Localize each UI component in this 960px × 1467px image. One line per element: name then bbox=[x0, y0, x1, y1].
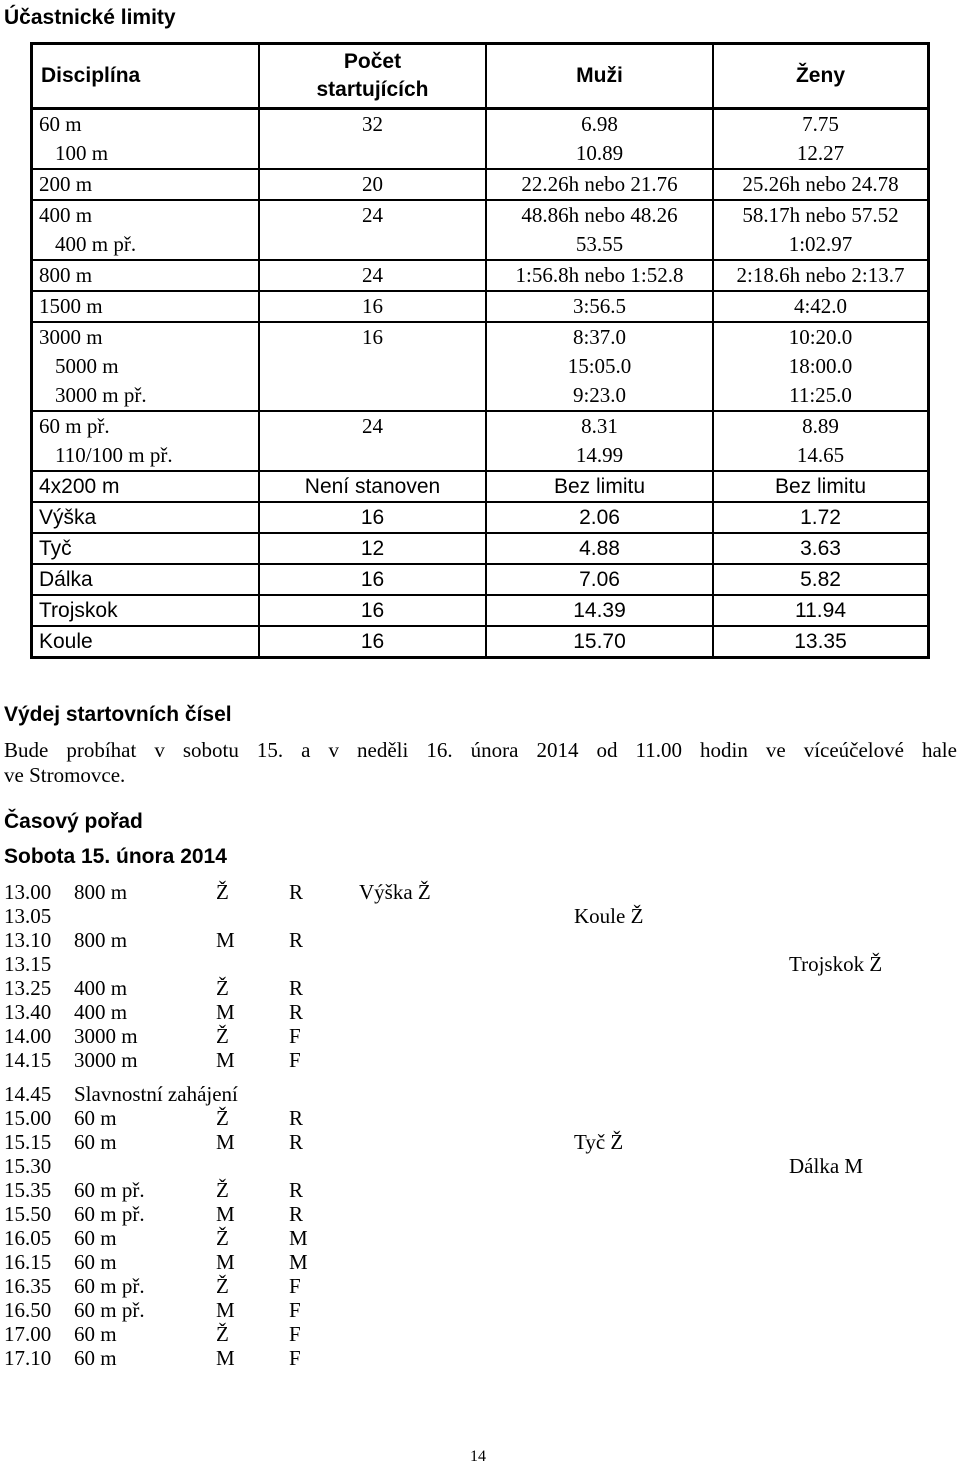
cell-count bbox=[259, 411, 486, 471]
limits-table bbox=[30, 42, 930, 659]
schedule-event: 60 m př. bbox=[74, 1274, 145, 1298]
word: 11.00 bbox=[635, 738, 682, 762]
cell-text: 1:02.97 bbox=[788, 232, 853, 256]
schedule-sex: Ž bbox=[216, 1024, 229, 1048]
cell-text: 5.82 bbox=[800, 568, 841, 591]
word: od bbox=[596, 738, 618, 762]
cell-women bbox=[713, 564, 929, 595]
schedule-sex: M bbox=[216, 1202, 235, 1226]
cell-text: 22.26h nebo 21.76 bbox=[521, 172, 678, 196]
header-text: Disciplína bbox=[41, 64, 141, 87]
schedule-sex: Ž bbox=[216, 1178, 229, 1202]
schedule-event: 400 m bbox=[74, 976, 128, 1000]
cell-men bbox=[486, 502, 713, 533]
schedule-event: 60 m bbox=[74, 1322, 117, 1346]
cell-text: 12.27 bbox=[796, 141, 845, 165]
schedule-f2: Koule Ž bbox=[574, 904, 644, 928]
schedule-time: 16.50 bbox=[4, 1298, 52, 1322]
cell-text: 10.89 bbox=[575, 141, 624, 165]
cell-text: 32 bbox=[362, 112, 383, 136]
bib-line-2: ve Stromovce. bbox=[4, 763, 126, 787]
cell-text: 400 m bbox=[39, 203, 93, 227]
cell-text: 15.70 bbox=[573, 630, 626, 653]
schedule-time: 13.15 bbox=[4, 952, 52, 976]
schedule-f3: Dálka M bbox=[789, 1154, 864, 1178]
cell-text: 11.94 bbox=[795, 599, 846, 622]
word: víceúčelové bbox=[803, 738, 904, 762]
cell-women bbox=[713, 502, 929, 533]
schedule-time: 14.15 bbox=[4, 1048, 52, 1072]
schedule-event: 800 m bbox=[74, 880, 128, 904]
header-text: Ženy bbox=[795, 64, 845, 87]
column-header bbox=[713, 44, 929, 109]
cell-men bbox=[486, 260, 713, 291]
table-row bbox=[32, 411, 929, 471]
word: probíhat bbox=[66, 738, 137, 762]
schedule-time: 17.10 bbox=[4, 1346, 52, 1370]
cell-text: 400 m př. bbox=[55, 232, 137, 256]
schedule-sex: M bbox=[216, 1000, 235, 1024]
schedule-row bbox=[4, 952, 960, 976]
cell-text: Dálka bbox=[39, 568, 93, 591]
schedule-f1: Výška Ž bbox=[359, 880, 431, 904]
schedule-round: R bbox=[289, 976, 304, 1000]
cell-text: 4:42.0 bbox=[793, 294, 848, 318]
cell-men bbox=[486, 564, 713, 595]
word: 2014 bbox=[536, 738, 579, 762]
schedule-time: 13.00 bbox=[4, 880, 52, 904]
word: hale bbox=[921, 738, 957, 762]
schedule-row bbox=[4, 880, 960, 904]
word: Bude bbox=[4, 738, 49, 762]
schedule-round: R bbox=[289, 1178, 304, 1202]
schedule-event: 60 m př. bbox=[74, 1202, 145, 1226]
schedule-row bbox=[4, 1298, 960, 1322]
cell-men bbox=[486, 626, 713, 658]
cell-men bbox=[486, 291, 713, 322]
header-text: Počet bbox=[343, 50, 402, 73]
cell-discipline bbox=[32, 533, 260, 564]
cell-text: 1.72 bbox=[800, 506, 841, 529]
word: sobotu bbox=[182, 738, 239, 762]
cell-discipline bbox=[32, 260, 260, 291]
cell-discipline bbox=[32, 169, 260, 200]
cell-text: 110/100 m př. bbox=[55, 443, 173, 467]
schedule-row bbox=[4, 904, 960, 928]
schedule-round: F bbox=[289, 1048, 301, 1072]
schedule-round: F bbox=[289, 1346, 301, 1370]
cell-count bbox=[259, 169, 486, 200]
schedule-row bbox=[4, 1000, 960, 1024]
schedule-time: 15.00 bbox=[4, 1106, 52, 1130]
schedule-time: 13.25 bbox=[4, 976, 52, 1000]
cell-count bbox=[259, 471, 486, 502]
schedule-row bbox=[4, 1202, 960, 1226]
schedule-round: R bbox=[289, 1000, 304, 1024]
cell-women bbox=[713, 533, 929, 564]
schedule-time: 16.05 bbox=[4, 1226, 52, 1250]
word: neděli bbox=[357, 738, 409, 762]
cell-text: 3:56.5 bbox=[572, 294, 627, 318]
schedule-sex: M bbox=[216, 1298, 235, 1322]
schedule-row bbox=[4, 1082, 960, 1106]
cell-discipline bbox=[32, 322, 260, 411]
schedule-round: F bbox=[289, 1024, 301, 1048]
cell-text: 20 bbox=[362, 172, 383, 196]
cell-men bbox=[486, 411, 713, 471]
table-row bbox=[32, 595, 929, 626]
cell-discipline bbox=[32, 109, 260, 170]
schedule-row bbox=[4, 928, 960, 952]
schedule-row bbox=[4, 1346, 960, 1370]
cell-text: 8.31 bbox=[581, 414, 618, 438]
cell-text: 200 m bbox=[39, 172, 93, 196]
schedule-sex: M bbox=[216, 1346, 235, 1370]
cell-count bbox=[259, 564, 486, 595]
table-row bbox=[32, 533, 929, 564]
cell-text: 16 bbox=[360, 630, 385, 653]
schedule-day: Sobota 15. února 2014 bbox=[4, 845, 227, 868]
cell-text: 24 bbox=[362, 203, 383, 227]
cell-text: 800 m bbox=[39, 263, 93, 287]
bib-line-1 bbox=[4, 738, 957, 763]
cell-count bbox=[259, 260, 486, 291]
schedule-event: 60 m př. bbox=[74, 1178, 145, 1202]
schedule-row bbox=[4, 976, 960, 1000]
cell-text: 16 bbox=[362, 325, 383, 349]
cell-text: 60 m bbox=[39, 112, 82, 136]
schedule-event: 400 m bbox=[74, 1000, 128, 1024]
cell-text: 25.26h nebo 24.78 bbox=[742, 172, 899, 196]
schedule-round: F bbox=[289, 1274, 301, 1298]
cell-text: Bez limitu bbox=[774, 475, 867, 498]
schedule-f2: Tyč Ž bbox=[574, 1130, 624, 1154]
schedule-sex: M bbox=[216, 1250, 235, 1274]
schedule-round: R bbox=[289, 1130, 304, 1154]
schedule-time: 16.35 bbox=[4, 1274, 52, 1298]
cell-count bbox=[259, 595, 486, 626]
schedule-round: F bbox=[289, 1298, 301, 1322]
cell-text: 24 bbox=[362, 263, 383, 287]
schedule-event: 60 m bbox=[74, 1250, 117, 1274]
page-title: Účastnické limity bbox=[4, 6, 176, 29]
schedule-sex: Ž bbox=[216, 1106, 229, 1130]
cell-text: 1:56.8h nebo 1:52.8 bbox=[515, 263, 684, 287]
schedule-round: M bbox=[289, 1226, 308, 1250]
cell-count bbox=[259, 533, 486, 564]
schedule-time: 16.15 bbox=[4, 1250, 52, 1274]
header-text: Muži bbox=[576, 64, 623, 87]
schedule-event: 60 m bbox=[74, 1226, 117, 1250]
word: v bbox=[328, 738, 339, 762]
table-row bbox=[32, 626, 929, 658]
cell-discipline bbox=[32, 200, 260, 260]
cell-men bbox=[486, 109, 713, 170]
word: 15. bbox=[256, 738, 284, 762]
schedule-sex: M bbox=[216, 928, 235, 952]
cell-text: Trojskok bbox=[39, 599, 118, 622]
column-header bbox=[32, 44, 260, 109]
cell-text: 15:05.0 bbox=[567, 354, 632, 378]
cell-discipline bbox=[32, 595, 260, 626]
cell-text: 8:37.0 bbox=[572, 325, 627, 349]
schedule-event: 60 m bbox=[74, 1346, 117, 1370]
cell-text: Bez limitu bbox=[553, 475, 646, 498]
column-header bbox=[259, 44, 486, 109]
schedule-row bbox=[4, 1048, 960, 1072]
schedule-time: 14.00 bbox=[4, 1024, 52, 1048]
table-row bbox=[32, 564, 929, 595]
table-body bbox=[32, 109, 929, 658]
table-header-row bbox=[32, 44, 929, 109]
word: a bbox=[301, 738, 311, 762]
cell-text: 60 m př. bbox=[39, 414, 110, 438]
cell-discipline bbox=[32, 291, 260, 322]
cell-text: 3.63 bbox=[800, 537, 841, 560]
table-row bbox=[32, 260, 929, 291]
cell-count bbox=[259, 109, 486, 170]
schedule-event: 60 m př. bbox=[74, 1298, 145, 1322]
cell-text: 24 bbox=[362, 414, 383, 438]
table-row bbox=[32, 291, 929, 322]
bib-paragraph bbox=[4, 738, 957, 788]
cell-text: 100 m bbox=[55, 141, 109, 165]
word: února bbox=[470, 738, 519, 762]
cell-men bbox=[486, 169, 713, 200]
table-row bbox=[32, 169, 929, 200]
cell-women bbox=[713, 169, 929, 200]
cell-text: 1500 m bbox=[39, 294, 103, 318]
cell-text: 48.86h nebo 48.26 bbox=[521, 203, 678, 227]
cell-count bbox=[259, 291, 486, 322]
table-row bbox=[32, 200, 929, 260]
schedule-row bbox=[4, 1154, 960, 1178]
cell-women bbox=[713, 322, 929, 411]
header-text: startujících bbox=[316, 78, 429, 101]
schedule-round: F bbox=[289, 1322, 301, 1346]
cell-count bbox=[259, 322, 486, 411]
cell-text: Tyč bbox=[39, 537, 72, 560]
cell-men bbox=[486, 595, 713, 626]
schedule-event: Slavnostní zahájení bbox=[74, 1082, 238, 1106]
schedule-sex: Ž bbox=[216, 1226, 229, 1250]
cell-text: 16 bbox=[360, 599, 385, 622]
cell-women bbox=[713, 200, 929, 260]
word: 16. bbox=[426, 738, 453, 762]
cell-text: 10:20.0 bbox=[788, 325, 853, 349]
schedule-row bbox=[4, 1322, 960, 1346]
cell-text: Koule bbox=[39, 630, 93, 653]
cell-count bbox=[259, 200, 486, 260]
schedule-event: 60 m bbox=[74, 1106, 117, 1130]
schedule-event: 60 m bbox=[74, 1130, 117, 1154]
cell-text: 5000 m bbox=[55, 354, 119, 378]
cell-text: 14.65 bbox=[796, 443, 845, 467]
cell-men bbox=[486, 322, 713, 411]
table-row bbox=[32, 322, 929, 411]
cell-text: 16 bbox=[360, 568, 385, 591]
cell-discipline bbox=[32, 564, 260, 595]
table-row bbox=[32, 109, 929, 170]
column-header bbox=[486, 44, 713, 109]
cell-text: 4x200 m bbox=[39, 475, 120, 498]
schedule-event: 800 m bbox=[74, 928, 128, 952]
schedule-sex: Ž bbox=[216, 1274, 229, 1298]
bib-heading: Výdej startovních čísel bbox=[4, 703, 232, 726]
schedule-sex: M bbox=[216, 1048, 235, 1072]
schedule-row bbox=[4, 1106, 960, 1130]
word: hodin bbox=[699, 738, 748, 762]
schedule-row bbox=[4, 1274, 960, 1298]
schedule-row bbox=[4, 1250, 960, 1274]
schedule-time: 15.30 bbox=[4, 1154, 52, 1178]
cell-text: 16 bbox=[360, 506, 385, 529]
schedule-time: 17.00 bbox=[4, 1322, 52, 1346]
schedule-time: 13.40 bbox=[4, 1000, 52, 1024]
cell-women bbox=[713, 291, 929, 322]
cell-count bbox=[259, 502, 486, 533]
schedule-sex: M bbox=[216, 1130, 235, 1154]
cell-text: 3000 m př. bbox=[55, 383, 147, 407]
cell-women bbox=[713, 471, 929, 502]
cell-text: 7.75 bbox=[802, 112, 839, 136]
cell-text: Výška bbox=[39, 506, 97, 529]
cell-women bbox=[713, 109, 929, 170]
schedule-row bbox=[4, 1024, 960, 1048]
schedule-f3: Trojskok Ž bbox=[789, 952, 883, 976]
cell-count bbox=[259, 626, 486, 658]
cell-text: 14.39 bbox=[573, 599, 626, 622]
cell-text: 12 bbox=[360, 537, 385, 560]
schedule-time: 13.10 bbox=[4, 928, 52, 952]
cell-text: 16 bbox=[362, 294, 383, 318]
cell-text: 3000 m bbox=[39, 325, 103, 349]
cell-text: 18:00.0 bbox=[788, 354, 853, 378]
cell-text: 13.35 bbox=[794, 630, 847, 653]
cell-women bbox=[713, 411, 929, 471]
cell-text: 14.99 bbox=[575, 443, 624, 467]
schedule-row bbox=[4, 1178, 960, 1202]
cell-discipline bbox=[32, 411, 260, 471]
schedule-round: R bbox=[289, 1106, 304, 1130]
cell-women bbox=[713, 626, 929, 658]
page-number: 14 bbox=[470, 1448, 486, 1465]
table-row bbox=[32, 471, 929, 502]
schedule-time: 13.05 bbox=[4, 904, 52, 928]
cell-text: 11:25.0 bbox=[789, 383, 852, 407]
schedule-sex: Ž bbox=[216, 976, 229, 1000]
schedule-time: 14.45 bbox=[4, 1082, 52, 1106]
schedule-round: M bbox=[289, 1250, 308, 1274]
cell-men bbox=[486, 471, 713, 502]
schedule-time: 15.15 bbox=[4, 1130, 52, 1154]
cell-text: 2.06 bbox=[579, 506, 620, 529]
schedule-event: 3000 m bbox=[74, 1048, 138, 1072]
schedule-row bbox=[4, 1130, 960, 1154]
cell-text: 2:18.6h nebo 2:13.7 bbox=[736, 263, 905, 287]
cell-text: 6.98 bbox=[581, 112, 618, 136]
schedule-row bbox=[4, 1226, 960, 1250]
cell-women bbox=[713, 595, 929, 626]
schedule-round: R bbox=[289, 880, 304, 904]
schedule-heading: Časový pořad bbox=[4, 810, 143, 833]
schedule-sex: Ž bbox=[216, 880, 229, 904]
cell-discipline bbox=[32, 502, 260, 533]
schedule-round: R bbox=[289, 1202, 304, 1226]
schedule-event: 3000 m bbox=[74, 1024, 138, 1048]
schedule-sex: Ž bbox=[216, 1322, 229, 1346]
schedule-round: R bbox=[289, 928, 304, 952]
cell-text: 7.06 bbox=[579, 568, 620, 591]
cell-men bbox=[486, 200, 713, 260]
schedule-time: 15.35 bbox=[4, 1178, 52, 1202]
cell-discipline bbox=[32, 626, 260, 658]
cell-text: 9:23.0 bbox=[572, 383, 627, 407]
cell-text: 53.55 bbox=[575, 232, 624, 256]
word: ve bbox=[765, 738, 786, 762]
schedule-time: 15.50 bbox=[4, 1202, 52, 1226]
cell-women bbox=[713, 260, 929, 291]
cell-men bbox=[486, 533, 713, 564]
table-row bbox=[32, 502, 929, 533]
cell-discipline bbox=[32, 471, 260, 502]
cell-text: Není stanoven bbox=[304, 475, 441, 498]
word: v bbox=[154, 738, 165, 762]
cell-text: 58.17h nebo 57.52 bbox=[742, 203, 899, 227]
cell-text: 4.88 bbox=[579, 537, 620, 560]
cell-text: 8.89 bbox=[802, 414, 839, 438]
